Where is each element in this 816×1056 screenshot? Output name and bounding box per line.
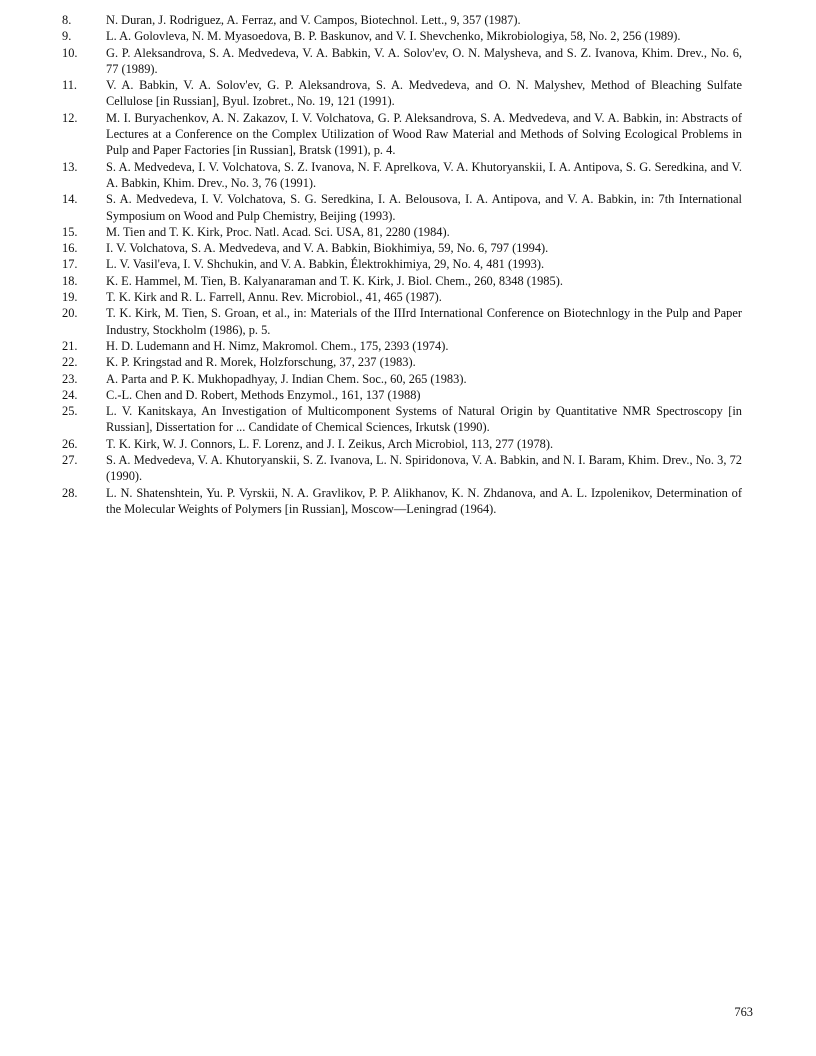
reference-item xyxy=(62,354,742,370)
reference-text: H. D. Ludemann and H. Nimz, Makromol. Chem., 175, 2393 (1974). xyxy=(106,338,449,353)
reference-text: V. A. Babkin, V. A. Solov'ev, G. P. Aleksandrova, S. A. Medvedeva, and O. N. Malyshev, Method of Bleaching Sulfate Cellulose [in Russian], Byul. Izobret., No. 19, 121 (1991). xyxy=(106,78,742,109)
page-number: 763 xyxy=(734,1005,753,1019)
reference-item xyxy=(62,224,742,240)
reference-number: 18. xyxy=(62,273,78,288)
reference-item xyxy=(62,485,742,518)
reference-number: 12. xyxy=(62,110,78,125)
reference-number: 23. xyxy=(62,371,78,386)
reference-number: 9. xyxy=(62,29,72,44)
reference-item xyxy=(62,77,742,110)
reference-number: 13. xyxy=(62,159,78,174)
reference-list xyxy=(62,12,742,517)
reference-number: 19. xyxy=(62,290,78,305)
reference-item xyxy=(62,191,742,224)
reference-text: L. V. Kanitskaya, An Investigation of Multicomponent Systems of Natural Origin by Quantitative NMR Spectroscopy [in Russian], Dissertation for ... Candidate of Chemical Sciences, Irkutsk (1990). xyxy=(106,404,742,435)
reference-number: 11. xyxy=(62,78,78,93)
reference-text: T. K. Kirk and R. L. Farrell, Annu. Rev. Microbiol., 41, 465 (1987). xyxy=(106,290,442,305)
reference-text: L. N. Shatenshtein, Yu. P. Vyrskii, N. A. Gravlikov, P. P. Alikhanov, K. N. Zhdanova, and A. L. Izpolenikov, Determination of the Molecular Weights of Polymers [in Russian], Moscow—Leningrad (1964). xyxy=(106,485,742,516)
reference-number: 8. xyxy=(62,13,72,27)
reference-number: 22. xyxy=(62,355,78,370)
reference-item xyxy=(62,289,742,305)
reference-item xyxy=(62,338,742,354)
reference-text: M. I. Buryachenkov, A. N. Zakazov, I. V. Volchatova, G. P. Aleksandrova, S. A. Medvedeva, and V. A. Babkin, in: Abstracts of Lectures at a Conference on the Complex Utilization of Wood Raw Material and Methods of Solving Ecological Problems in Pulp and Paper Factories [in Russian], Bratsk (1991), p. 4. xyxy=(106,110,742,158)
reference-item xyxy=(62,387,742,403)
reference-number: 15. xyxy=(62,224,78,239)
reference-text: A. Parta and P. K. Mukhopadhyay, J. Indian Chem. Soc., 60, 265 (1983). xyxy=(106,371,467,386)
reference-text: G. P. Aleksandrova, S. A. Medvedeva, V. A. Babkin, V. A. Solov'ev, O. N. Malysheva, and S. Z. Ivanova, Khim. Drev., No. 6, 77 (1989). xyxy=(106,45,742,76)
reference-number: 17. xyxy=(62,257,78,272)
reference-item xyxy=(62,45,742,78)
reference-item xyxy=(62,159,742,192)
reference-item xyxy=(62,305,742,338)
reference-number: 20. xyxy=(62,306,78,321)
reference-number: 26. xyxy=(62,436,78,451)
reference-number: 24. xyxy=(62,387,78,402)
reference-number: 10. xyxy=(62,45,78,60)
reference-text: L. V. Vasil'eva, I. V. Shchukin, and V. A. Babkin, Élektrokhimiya, 29, No. 4, 481 (1993). xyxy=(106,257,545,272)
reference-number: 25. xyxy=(62,404,78,419)
reference-text: K. P. Kringstad and R. Morek, Holzforschung, 37, 237 (1983). xyxy=(106,355,416,370)
reference-number: 21. xyxy=(62,338,78,353)
reference-item xyxy=(62,273,742,289)
reference-text: N. Duran, J. Rodriguez, A. Ferraz, and V. Campos, Biotechnol. Lett., 9, 357 (1987). xyxy=(106,13,521,27)
reference-item xyxy=(62,12,742,28)
reference-item xyxy=(62,110,742,159)
reference-text: T. K. Kirk, M. Tien, S. Groan, et al., in: Materials of the IIIrd International Conference on Biotechnlogy in the Pulp and Paper Industry, Stockholm (1986), p. 5. xyxy=(106,306,742,337)
reference-item xyxy=(62,452,742,485)
reference-item xyxy=(62,436,742,452)
reference-text: T. K. Kirk, W. J. Connors, L. F. Lorenz, and J. I. Zeikus, Arch Microbiol, 113, 277 (1978). xyxy=(106,436,554,451)
reference-item xyxy=(62,403,742,436)
reference-number: 14. xyxy=(62,192,78,207)
reference-item xyxy=(62,240,742,256)
reference-item xyxy=(62,28,742,44)
reference-text: S. A. Medvedeva, I. V. Volchatova, S. G. Seredkina, I. A. Belousova, I. A. Antipova, and V. A. Babkin, in: 7th International Symposium on Wood and Pulp Chemistry, Beijing (1993). xyxy=(106,192,742,223)
reference-item xyxy=(62,256,742,272)
reference-number: 28. xyxy=(62,485,78,500)
reference-text: S. A. Medvedeva, I. V. Volchatova, S. Z. Ivanova, N. F. Aprelkova, V. A. Khutoryanskii, I. A. Antipova, S. G. Seredkina, and V. A. Babkin, Khim. Drev., No. 3, 76 (1991). xyxy=(106,159,742,190)
reference-text: K. E. Hammel, M. Tien, B. Kalyanaraman and T. K. Kirk, J. Biol. Chem., 260, 8348 (1985). xyxy=(106,273,563,288)
reference-text: L. A. Golovleva, N. M. Myasoedova, B. P. Baskunov, and V. I. Shevchenko, Mikrobiologiya, 58, No. 2, 256 (1989). xyxy=(106,29,681,44)
reference-number: 16. xyxy=(62,241,78,256)
reference-text: C.-L. Chen and D. Robert, Methods Enzymol., 161, 137 (1988) xyxy=(106,387,421,402)
reference-text: I. V. Volchatova, S. A. Medvedeva, and V. A. Babkin, Biokhimiya, 59, No. 6, 797 (1994). xyxy=(106,241,549,256)
reference-item xyxy=(62,371,742,387)
reference-number: 27. xyxy=(62,453,78,468)
reference-text: S. A. Medvedeva, V. A. Khutoryanskii, S. Z. Ivanova, L. N. Spiridonova, V. A. Babkin, and N. I. Baram, Khim. Drev., No. 3, 72 (1990). xyxy=(106,453,742,484)
reference-text: M. Tien and T. K. Kirk, Proc. Natl. Acad. Sci. USA, 81, 2280 (1984). xyxy=(106,224,450,239)
